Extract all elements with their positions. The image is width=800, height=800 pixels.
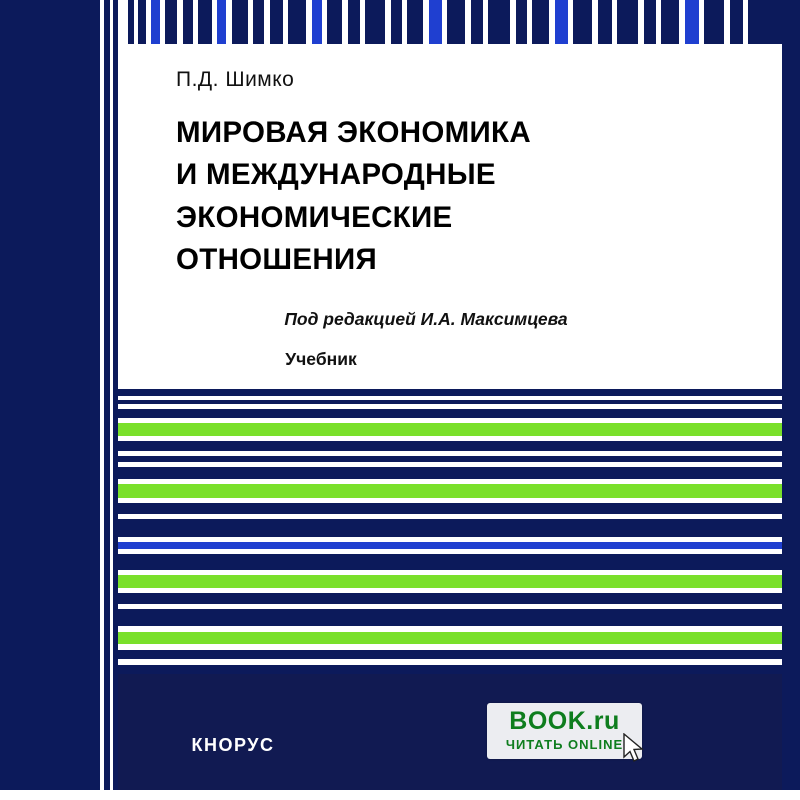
horizontal-stripe [118, 632, 782, 644]
bookru-watermark-badge [487, 703, 642, 759]
top-band-stripe [270, 0, 283, 44]
book-title [176, 112, 736, 282]
horizontal-stripe [118, 441, 782, 451]
top-band-stripe [165, 0, 177, 44]
top-band-stripe [661, 0, 679, 44]
top-band-stripe [573, 0, 592, 44]
top-band-stripe [288, 0, 306, 44]
top-band-stripe [312, 0, 322, 44]
top-band-stripe [644, 0, 656, 44]
horizontal-stripe [118, 554, 782, 570]
editor-credit: Под редакцией И.А. Максимцева [284, 309, 568, 329]
top-band-stripe [407, 0, 423, 44]
top-band-stripe [730, 0, 743, 44]
bookru-tagline: ЧИТАТЬ ONLINE [505, 737, 624, 752]
book-type-label: Учебник [285, 349, 357, 369]
horizontal-stripe [118, 665, 782, 674]
top-band-stripe [253, 0, 264, 44]
top-band-stripe [151, 0, 160, 44]
top-band-stripe [447, 0, 465, 44]
top-band-stripe [183, 0, 193, 44]
top-band-stripe [748, 0, 782, 44]
title-area [118, 44, 782, 389]
top-band-stripe [532, 0, 549, 44]
horizontal-stripe [118, 503, 782, 514]
title-line-4: ОТНОШЕНИЯ [176, 243, 377, 277]
top-band-stripe [704, 0, 724, 44]
top-band-stripe [198, 0, 212, 44]
top-band-stripe [365, 0, 385, 44]
bookru-logo-text: BOOK.ru [509, 707, 620, 735]
title-line-2: И МЕЖДУНАРОДНЫЕ [176, 158, 496, 192]
author-name: П.Д. Шимко [176, 68, 295, 91]
top-band-stripe [617, 0, 638, 44]
top-band-stripe [138, 0, 146, 44]
horizontal-stripe [118, 467, 782, 479]
mouse-cursor-icon [622, 733, 644, 763]
top-stripe-band [0, 0, 800, 44]
top-band-stripe [488, 0, 510, 44]
top-band-stripe [118, 0, 128, 44]
publisher-name: КНОРУС [191, 735, 275, 755]
title-line-3: ЭКОНОМИЧЕСКИЕ [176, 200, 453, 234]
horizontal-stripe [118, 542, 782, 549]
top-band-stripe [685, 0, 699, 44]
horizontal-stripe [118, 650, 782, 659]
top-band-stripe [471, 0, 483, 44]
title-line-1: МИРОВАЯ ЭКОНОМИКА [176, 116, 531, 149]
top-band-stripe [327, 0, 342, 44]
spine-column [0, 0, 118, 790]
bottom-navy-block [118, 674, 782, 790]
top-band-stripe [217, 0, 226, 44]
horizontal-stripe [118, 484, 782, 498]
top-band-stripe [232, 0, 248, 44]
horizontal-stripe [118, 575, 782, 588]
horizontal-stripe-zone [118, 389, 782, 674]
horizontal-stripe [118, 409, 782, 418]
horizontal-stripe [118, 593, 782, 604]
spine-stripe [0, 0, 100, 790]
top-band-stripe [348, 0, 360, 44]
horizontal-stripe [118, 389, 782, 396]
right-edge-column [782, 0, 800, 790]
top-band-stripe [516, 0, 527, 44]
horizontal-stripe [118, 609, 782, 626]
top-band-stripe [598, 0, 612, 44]
horizontal-stripe [118, 519, 782, 537]
top-band-stripe [429, 0, 442, 44]
horizontal-stripe [118, 423, 782, 436]
page-bottom-margin [0, 790, 800, 800]
top-band-stripe [391, 0, 402, 44]
top-band-stripe [555, 0, 568, 44]
